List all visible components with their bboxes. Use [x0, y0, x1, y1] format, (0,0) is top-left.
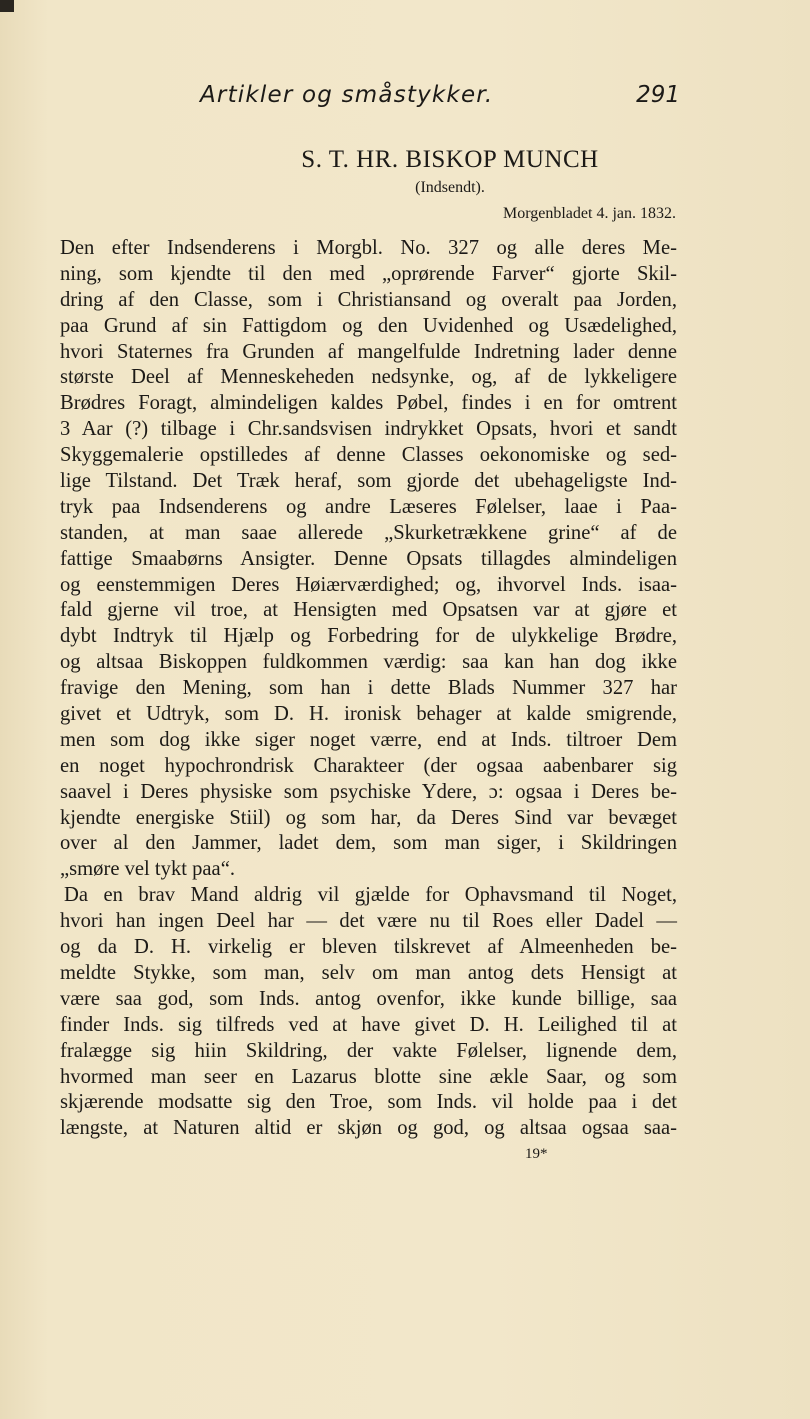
body-line: største Deel af Menneskeheden nedsynke, og, af de lykkeligere [60, 366, 677, 389]
body-line: fravige den Mening, som han i dette Blads Nummer 327 har [60, 677, 677, 700]
body-line: givet et Udtryk, som D. H. ironisk behager at kalde smigrende, [60, 703, 677, 726]
running-head-title: Artikler og småstykker. [200, 82, 494, 108]
body-line: paa Grund af sin Fattigdom og den Uvidenhed og Usædelighed, [60, 314, 677, 337]
article-subtitle: (Indsendt). [415, 179, 485, 196]
body-line: „smøre vel tykt paa“. [60, 858, 235, 881]
body-line: fald gjerne vil troe, at Hensigten med Opsatsen var at gjøre et [60, 599, 677, 622]
body-line: og altsaa Biskoppen fuldkommen værdig: saa kan han dog ikke [60, 651, 677, 674]
body-line: hvormed man seer en Lazarus blotte sine ækle Saar, og som [60, 1065, 677, 1088]
body-line: 3 Aar (?) tilbage i Chr.sandsvisen indrykket Opsats, hvori et sandt [60, 418, 677, 441]
body-line: være saa god, som Inds. antog ovenfor, ikke kunde billige, saa [60, 987, 677, 1010]
article-body [60, 236, 677, 1142]
page-number: 291 [636, 82, 680, 108]
signature-mark: 19* [525, 1146, 548, 1162]
body-line: en noget hypochrondrisk Charakteer (der ogsaa aabenbarer sig [60, 754, 677, 777]
body-line: Da en brav Mand aldrig vil gjælde for Ophavsmand til Noget, [64, 884, 677, 907]
body-line: finder Inds. sig tilfreds ved at have givet D. H. Leilighed til at [60, 1013, 677, 1036]
body-line: lige Tilstand. Det Træk heraf, som gjorde det ubehageligste Ind- [60, 470, 677, 493]
body-line: dring af den Classe, som i Christiansand og overalt paa Jorden, [60, 288, 677, 311]
article-title: S. T. HR. BISKOP MUNCH [301, 146, 599, 173]
body-line: længste, at Naturen altid er skjøn og god, og altsaa ogsaa saa- [60, 1117, 677, 1140]
body-line: hvori Staternes fra Grunden af mangelfulde Indretning lader denne [60, 340, 677, 363]
body-line: fralægge sig hiin Skildring, der vakte Følelser, lignende dem, [60, 1039, 677, 1062]
corner-mark [0, 0, 14, 12]
body-line: meldte Stykke, som man, selv om man antog dets Hensigt at [60, 961, 677, 984]
body-line: skjærende modsatte sig den Troe, som Inds. vil holde paa i det [60, 1091, 677, 1114]
body-line: saavel i Deres physiske som psychiske Ydere, ɔ: ogsaa i Deres be- [60, 780, 677, 803]
body-line: tryk paa Indsenderens og andre Læseres Følelser, laae i Paa- [60, 495, 677, 518]
body-line: kjendte energiske Stiil) og som har, da Deres Sind var bevæget [60, 806, 677, 829]
body-line: fattige Smaabørns Ansigter. Denne Opsats tillagdes almindeligen [60, 547, 677, 570]
body-line: hvori han ingen Deel har — det være nu til Roes eller Dadel — [60, 910, 677, 933]
body-line: standen, at man saae allerede „Skurketrækkene grine“ af de [60, 521, 677, 544]
body-line: dybt Indtryk til Hjælp og Forbedring for de ulykkelige Brødre, [60, 625, 677, 648]
body-line: over al den Jammer, ladet dem, som man siger, i Skildringen [60, 832, 677, 855]
body-line: Brødres Foragt, almindeligen kaldes Pøbel, findes i en for omtrent [60, 392, 677, 415]
running-head [200, 82, 680, 116]
body-line: men som dog ikke siger noget værre, end at Inds. tiltroer Dem [60, 728, 677, 751]
article-source: Morgenbladet 4. jan. 1832. [502, 205, 676, 222]
body-line: Den efter Indsenderens i Morgbl. No. 327 og alle deres Me- [60, 237, 677, 259]
body-line: ning, som kjendte til den med „oprørende Farver“ gjorte Skil- [60, 262, 677, 285]
body-line: Skyggemalerie opstilledes af denne Classes oekonomiske og sed- [60, 444, 677, 467]
body-line: og eenstemmigen Deres Høiærværdighed; og, ihvorvel Inds. isaa- [60, 573, 677, 596]
body-line: og da D. H. virkelig er bleven tilskrevet af Almeenheden be- [60, 936, 677, 959]
